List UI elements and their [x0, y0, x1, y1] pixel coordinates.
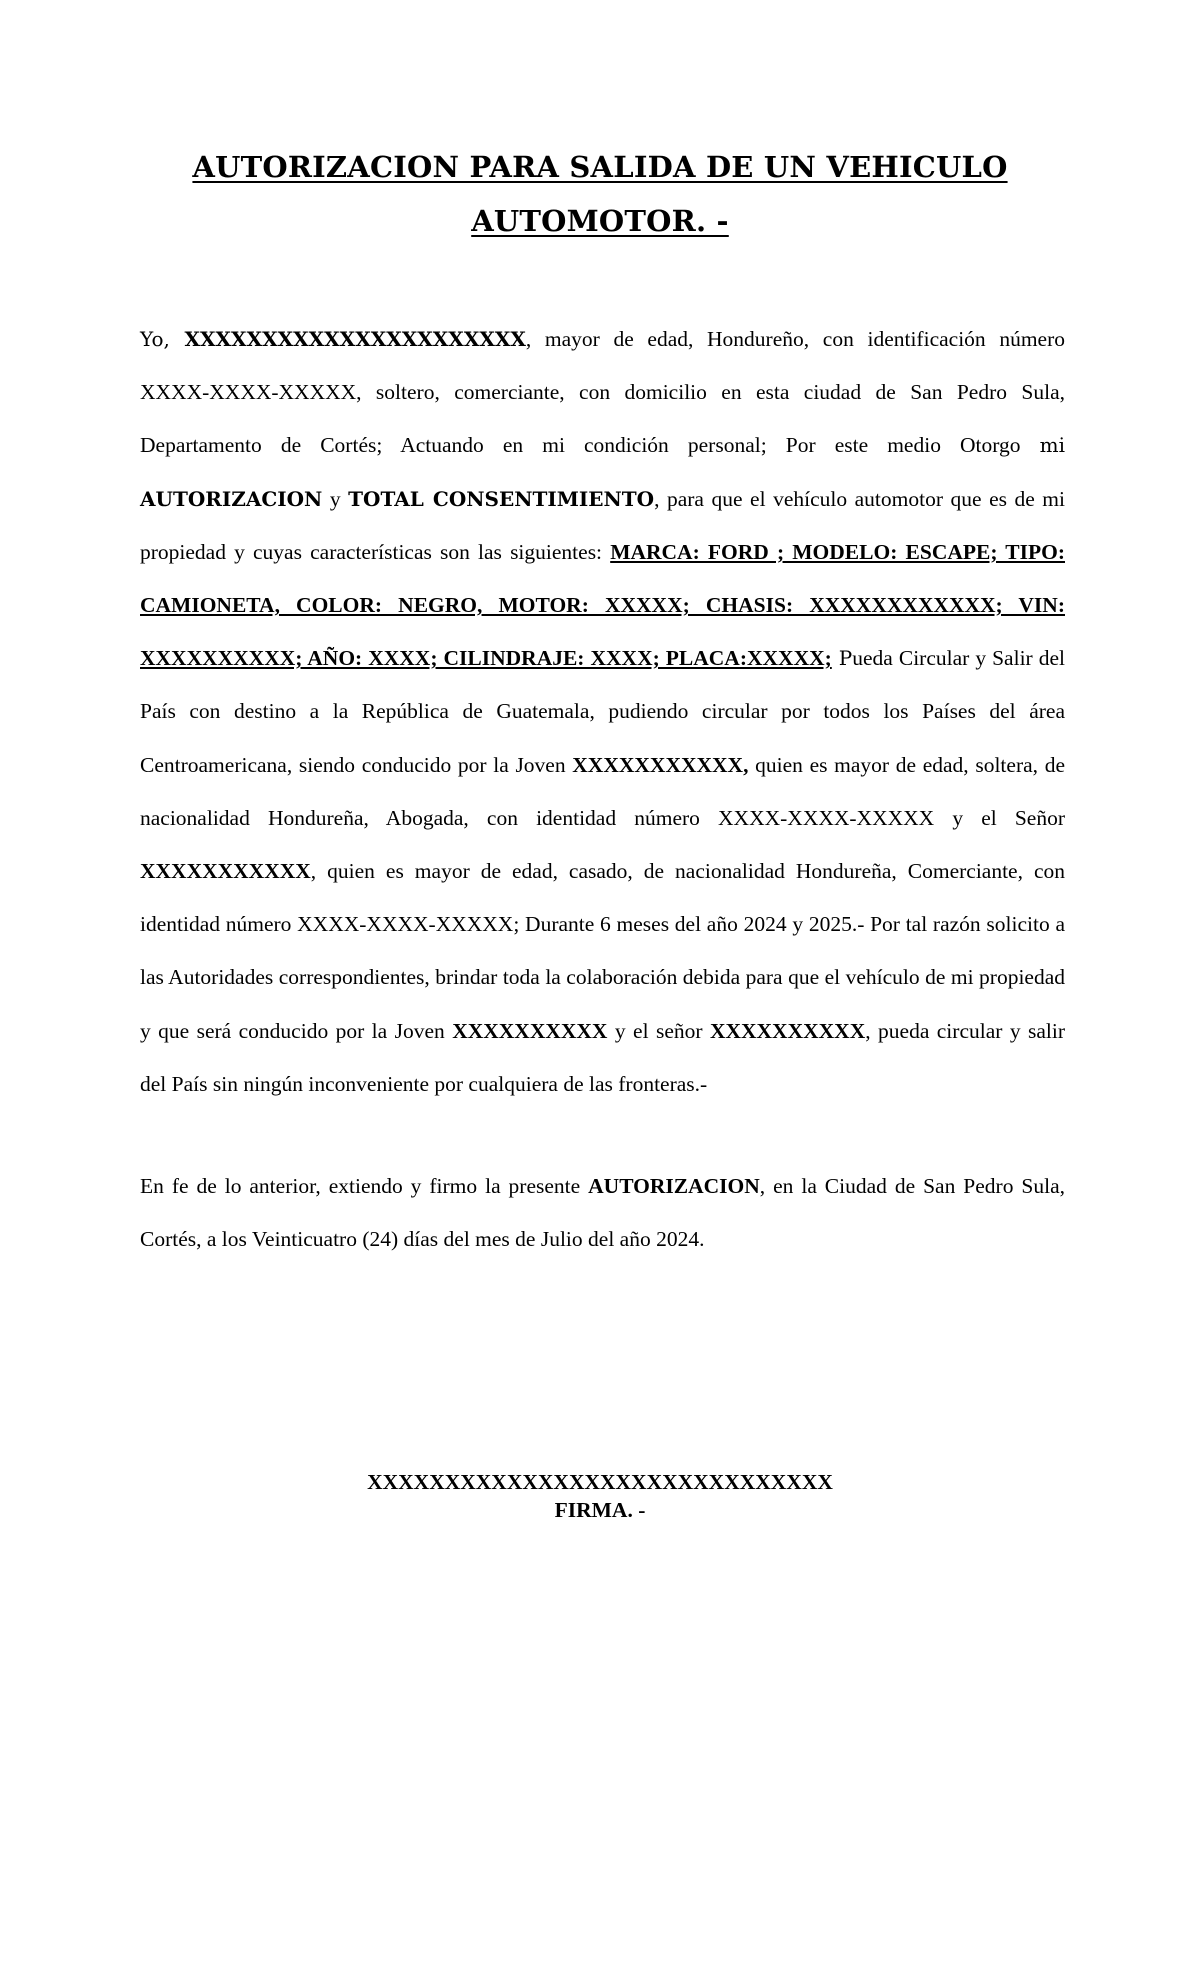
closing-end: , en la Ciudad de San Pedro Sula, Cortés, a los Veinticuatro (24) días del mes de Julio del año 2024. [140, 1174, 1065, 1252]
grantor-name: XXXXXXXXXXXXXXXXXXXXXX [184, 327, 526, 351]
body-consentimiento: TOTAL CONSENTIMIENTO [348, 486, 655, 511]
driver1-name-again: XXXXXXXXXX [452, 1018, 608, 1043]
signature-label: FIRMA. - [554, 1498, 646, 1522]
driver2-name-again: XXXXXXXXXX [709, 1018, 866, 1043]
driver2-desc: , quien es mayor de edad, casado, de nacionalidad Hondureña, Comerciante, con identidad número XXXX-XXXX-XXXXX; Durante 6 meses del año 2024 y 2025.- Por tal razón solicito a las Autoridades correspondientes, brindar toda la colaboración debida para que el vehículo de mi propiedad y que será conducido por la Joven [140, 859, 1065, 1043]
closing-start: En fe de lo anterior, extiendo y firmo la presente [140, 1174, 589, 1198]
signature-name: XXXXXXXXXXXXXXXXXXXXXXXXXXXXXX [367, 1470, 833, 1494]
body-y: y [322, 486, 349, 511]
authorization-body [140, 313, 1065, 1111]
body-mi: mi [1039, 433, 1065, 458]
closing-paragraph [140, 1160, 1065, 1266]
body-pueda-p: P [831, 646, 853, 671]
body-autorizacion: AUTORIZACION [140, 486, 323, 511]
document-title-line2: AUTOMOTOR. - [471, 204, 729, 238]
vehicle-details: MARCA: FORD ; MODELO: ESCAPE; TIPO: CAMIONETA, COLOR: NEGRO, MOTOR: XXXXX; CHASIS: XXXXXXXXXXXX; VIN: XXXXXXXXXX; AÑO: XXXX; CILINDRAJE: XXXX; PLACA:XXXXX; [140, 539, 1065, 671]
body-yo: Yo, [140, 327, 185, 351]
body-pueda-rest: ueda Circular y Salir del País con destino a la República de Guatemala, pudiendo circular por todos los Países del área Centroamericana, siendo conducido por la Joven [140, 646, 1065, 777]
body-y-senor: y el señor [607, 1018, 710, 1043]
body-intro: , mayor de edad, Hondureño, con identificación número XXXX-XXXX-XXXXX, soltero, comerciante, con domicilio en esta ciudad de San Pedro Sula, Departamento de Cortés; Actuando en mi condición personal; Por este medio Otorgo [140, 327, 1065, 458]
driver2-name: XXXXXXXXXXX [140, 859, 311, 884]
body-vehicle-intro: , para que el vehículo automotor que es de mi propiedad y cuyas características son las siguientes: [140, 486, 1066, 564]
driver1-desc: quien es mayor de edad, soltera, de nacionalidad Hondureña, Abogada, con identidad número XXXX-XXXX-XXXXX y el Señor [140, 752, 1065, 830]
document-title-line1: AUTORIZACION PARA SALIDA DE UN VEHICULO [192, 150, 1008, 184]
closing-autorizacion: AUTORIZACION [588, 1174, 760, 1198]
authorization-paragraph [140, 313, 1065, 1111]
body-final-clause: , pueda circular y salir del País sin ningún inconveniente por cualquiera de las fronteras.- [140, 1018, 1065, 1096]
driver1-name: XXXXXXXXXXX, [572, 752, 749, 777]
